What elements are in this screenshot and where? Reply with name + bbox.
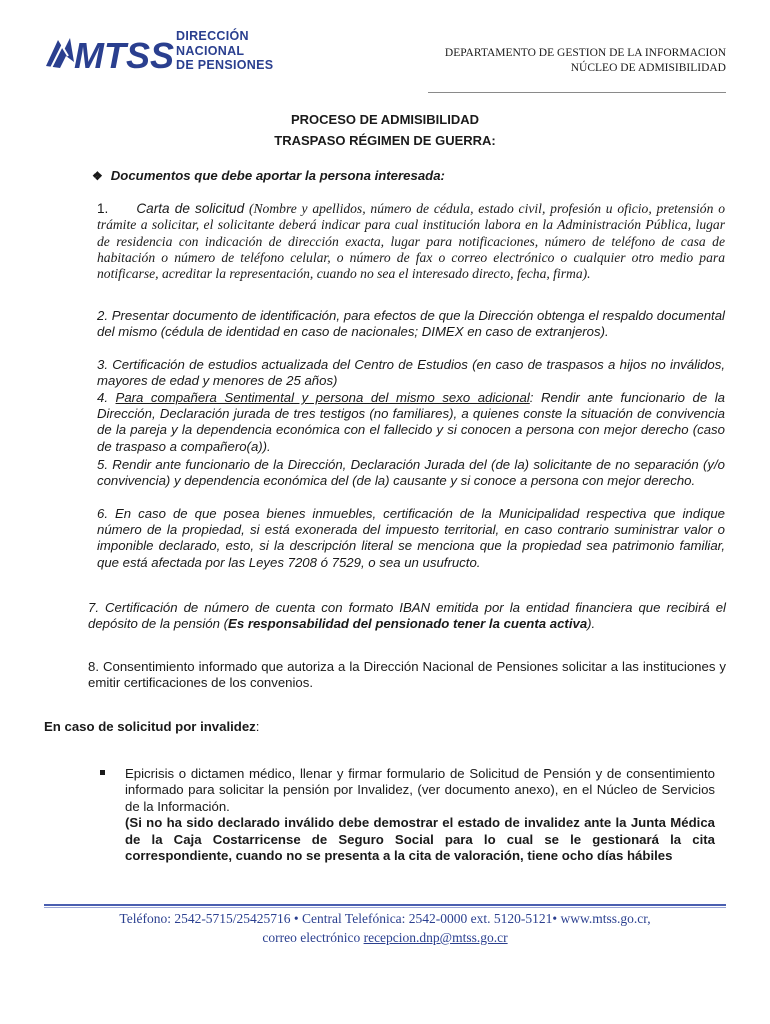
- item-7-body: 7. Certificación de número de cuenta con formato IBAN emitida por la entidad financiera que recibirá el depósito de la pensión (: [88, 600, 726, 632]
- list-item-7: [88, 600, 726, 632]
- item-1-number: 1.: [97, 201, 109, 216]
- diamond-bullet-icon: ❖: [92, 169, 103, 183]
- item-4-number: 4.: [97, 390, 116, 405]
- document-title: PROCESO DE ADMISIBILIDAD: [290, 112, 480, 127]
- invalidity-heading: [44, 719, 259, 735]
- list-item-2: 2. Presentar documento de identificación, para efectos de que la Dirección obtenga el respaldo documental del mismo (cédula de identidad en caso de nacionales; DIMEX en caso de extranjeros).: [97, 308, 725, 340]
- header-divider: [428, 92, 726, 93]
- footer-email-link[interactable]: recepcion.dnp@mtss.go.cr: [363, 930, 508, 945]
- document-subtitle: TRASPASO RÉGIMEN DE GUERRA:: [274, 133, 496, 148]
- logo-line-1: DIRECCIÓN: [176, 29, 249, 43]
- list-item-6: 6. En caso de que posea bienes inmuebles, certificación de la Municipalidad respectiva que indique número de la propiedad, si está exonerada del impuesto territorial, en caso contrario suministrar valor o imponible declarado, esto, si la descripción literal se menciona que la propiedad sea patrimonio familiar, que está afectada por las Leyes 7208 ó 7529, o sea un usufructo.: [97, 506, 725, 570]
- invalidity-heading-text: En caso de solicitud por invalidez: [44, 719, 256, 734]
- list-item-4: [97, 390, 725, 455]
- item-7-end: ).: [587, 616, 596, 632]
- invalidity-bullet-bold: (Si no ha sido declarado inválido debe demostrar el estado de invalidez ante la Junta Médica de la Caja Costarricense de Seguro Social para lo cual se le gestionará la cita correspondiente, cuando no se presenta a la cita de valoración, tiene ocho días hábiles: [125, 815, 715, 864]
- list-item-5: 5. Rendir ante funcionario de la Dirección, Declaración Jurada del (de la) solicitante de no separación (y/o convivencia) y dependencia económica del (de la) causante y si conoce a persona con mejor derecho.: [97, 457, 725, 489]
- mtss-logo: [44, 26, 276, 78]
- footer-email-prefix: correo electrónico: [262, 930, 364, 945]
- list-item-1: [97, 201, 725, 282]
- item-1-body: (Nombre y apellidos, número de cédula, estado civil, profesión u oficio, pretensión o trámite a solicitar, el solicitante deberá indicar para cual institución labora en la Administración Pública, lugar de residencia con indicación de dirección exacta, lugar para notificaciones, número de teléfono de casa de habitación o número de teléfono celular, o número de fax o correo electrónico o cualquier otro medio para notificarse, acreditar la representación, cuando no sea el interesado directo, fecha, firma).: [97, 201, 725, 282]
- department-header: [445, 46, 726, 76]
- square-bullet-icon: [100, 770, 105, 775]
- department-line-1: DEPARTAMENTO DE GESTION DE LA INFORMACION: [444, 47, 726, 59]
- item-1-lead: Carta de solicitud: [136, 201, 245, 216]
- item-4-body: : Rendir ante funcionario de la Dirección, Declaración jurada de tres testigos (no familiares), a quienes conste la situación de convivencia de la pareja y la dependencia económica con el fallecido y si conocen a persona con mejor derecho (caso de traspaso a compañero(a)).: [97, 390, 725, 454]
- logo-text: [176, 29, 273, 73]
- logo-mark: MTSS: [74, 35, 174, 76]
- invalidity-bullet: [125, 766, 715, 864]
- logo-line-2: NACIONAL: [176, 43, 245, 58]
- documents-heading-text: Documentos que debe aportar la persona interesada:: [110, 168, 445, 183]
- footer-divider: [44, 904, 726, 906]
- list-item-8: 8. Consentimiento informado que autoriza a la Dirección Nacional de Pensiones solicitar a las instituciones y emitir certificaciones de los convenios.: [88, 659, 726, 691]
- invalidity-heading-colon: :: [255, 719, 260, 734]
- item-7-bold: Es responsabilidad del pensionado tener la cuenta activa: [228, 616, 588, 632]
- footer-divider-thin: [44, 907, 726, 908]
- documents-heading: [92, 168, 445, 183]
- list-item-3: 3. Certificación de estudios actualizada del Centro de Estudios (en caso de traspasos a hijos no inválidos, mayores de edad y menores de 25 años): [97, 357, 725, 389]
- item-4-underlined: Para compañera Sentimental y persona del mismo sexo adicional: [115, 390, 530, 405]
- invalidity-bullet-text: Epicrisis o dictamen médico, llenar y firmar formulario de Solicitud de Pensión y de consentimiento informado para solicitar la pensión por Invalidez, (ver documento anexo), en el Núcleo de Servicios de la Información.: [125, 766, 715, 814]
- department-line-2: NÚCLEO DE ADMISIBILIDAD: [570, 62, 726, 74]
- logo-line-3: DE PENSIONES: [176, 58, 274, 72]
- footer-email-line: [0, 930, 770, 946]
- mtss-emblem-icon: [44, 26, 174, 78]
- footer-contact: Teléfono: 2542-5715/25425716 • Central Telefónica: 2542-0000 ext. 5120-5121• www.mtss.go.cr,: [119, 911, 651, 926]
